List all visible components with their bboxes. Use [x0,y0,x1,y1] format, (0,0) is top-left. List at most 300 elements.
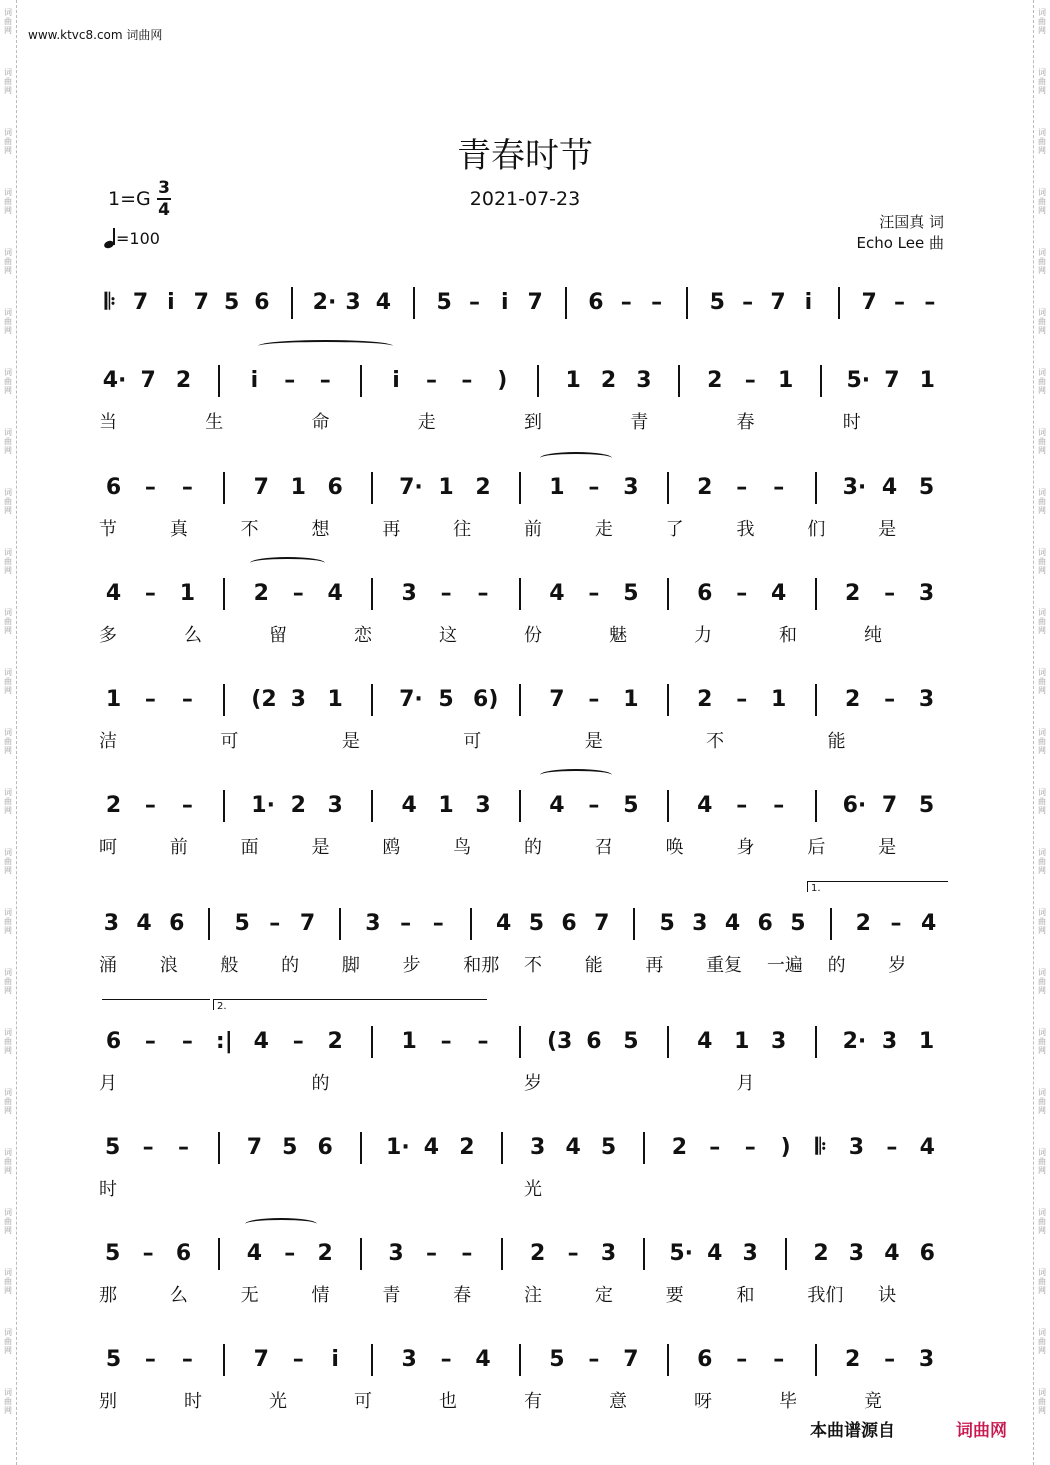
barline [830,908,832,940]
lyrics-row [95,621,955,645]
slur-arc [540,452,612,464]
lyric-word: 时 [99,1179,117,1200]
volta-bracket [213,999,487,1010]
side-watermark-text: 词 曲 网 [1038,548,1046,575]
note-token: 4 [253,1029,269,1054]
side-watermark-text: 词 曲 网 [1038,428,1046,455]
side-watermark-text: 词 曲 网 [4,1268,12,1295]
lyrics-row [95,1175,955,1199]
note-token: – [284,1241,296,1266]
note-token: 6 [919,1241,935,1266]
time-sig-bottom: 4 [158,200,170,220]
note-token: 1· [386,1135,410,1160]
note-token: 6 [169,911,185,936]
note-token: – [773,793,785,818]
lyric-word: 的 [281,955,300,976]
note-token: – [620,290,632,315]
notes-row [95,793,955,829]
note-token: 2 [175,368,192,393]
volta-bracket [807,881,948,892]
lyric-word: 时 [184,1391,202,1412]
barline [223,790,225,822]
note-token: 4 [549,581,565,606]
barline [815,790,817,822]
note-token: 7 [881,793,898,818]
barline [838,287,840,319]
side-watermark-text: 词 曲 网 [1038,1088,1046,1115]
lyric-word: 呀 [694,1391,712,1412]
side-watermark-text: 词 曲 网 [4,8,12,35]
lyric-word: 么 [184,625,202,646]
note-token: – [468,290,480,315]
note-token: 6 [327,475,343,500]
note-token: 5 [623,793,639,818]
note-token: 3 [327,793,343,818]
slur-arc [258,340,393,352]
note-token: – [736,475,748,500]
note-token: 6 [175,1241,192,1266]
note-token: 7 [594,911,610,936]
side-watermark-text: 词 曲 网 [4,1388,12,1415]
note-token: 5 [282,1135,298,1160]
barline [371,1344,373,1376]
lyric-word: 我 [736,519,755,540]
lyric-word: 也 [439,1391,457,1412]
note-token: 6) [473,687,499,712]
barline [371,1026,373,1058]
note-token: (2 [251,687,277,712]
note-token: – [886,1135,898,1160]
note-token: 3 [388,1241,404,1266]
note-token: – [736,581,748,606]
note-token: 2 [530,1241,546,1266]
note-token: 7 [253,475,269,500]
note-token: 4 [375,290,392,315]
side-watermark-text: 词 曲 网 [1038,8,1046,35]
barline [223,684,225,716]
note-token: 2 [327,1029,343,1054]
note-token: – [178,1135,190,1160]
lyric-word: 注 [524,1285,542,1306]
note-token: – [742,290,754,315]
barline [667,684,669,716]
note-token: – [773,1347,785,1372]
note-token: 5 [918,793,935,818]
side-watermark-text: 词 曲 网 [1038,968,1046,995]
note-token: 3 [692,911,708,936]
lyric-word: 那 [99,1285,117,1306]
note-token: 1 [549,475,565,500]
lyric-word: 鸥 [382,837,401,858]
barline [519,684,521,716]
lyric-word: 恋 [354,625,372,646]
note-token: 5 [438,687,454,712]
lyric-word: 我们 [807,1285,844,1306]
note-token: 5 [790,911,806,936]
note-token: – [181,1347,193,1372]
note-token: – [181,687,193,712]
side-watermark-text: 词 曲 网 [1038,848,1046,875]
side-watermark-text: 词 曲 网 [4,968,12,995]
note-token: – [144,1029,156,1054]
lyric-word: 魅 [609,625,627,646]
lyric-word: 当 [99,412,117,433]
lyric-word: 能 [827,731,846,752]
side-watermark-text: 词 曲 网 [4,908,12,935]
lyric-word: 和 [779,625,797,646]
side-watermark-text: 词 曲 网 [1038,488,1046,515]
site-label[interactable]: www.ktvc8.com 词曲网 [28,28,163,42]
note-token: 7 [299,911,316,936]
note-token: – [425,368,437,393]
note-token: 3 [771,1029,787,1054]
barline [537,365,539,397]
barline [678,365,680,397]
barline [519,1344,521,1376]
note-token: 5 [659,911,675,936]
barline [643,1238,645,1270]
note-token: 6 [254,290,270,315]
time-sig-top: 3 [158,178,170,198]
note-token: 1 [771,687,787,712]
lyric-word: 洁 [99,731,117,752]
lyrics-row [95,1281,955,1305]
note-token: – [400,911,412,936]
barline [501,1132,503,1164]
note-token: 2 [317,1241,333,1266]
lyricist-credit: 汪国真 词 [879,213,944,231]
note-token: 6 [561,911,577,936]
lyric-word: 呵 [99,837,117,858]
note-token: 4 [707,1241,723,1266]
side-watermark-text: 词 曲 网 [4,788,12,815]
note-token: 5 [623,581,639,606]
barline [218,1132,220,1164]
note-token: 5 [223,290,240,315]
side-watermark-text: 词 曲 网 [4,608,12,635]
note-token: – [884,581,896,606]
lyric-word: 一遍 [766,955,803,976]
lyric-word: 青 [382,1285,401,1306]
note-token: 2· [312,290,337,315]
side-watermark-text: 词 曲 网 [1038,1328,1046,1355]
barline [815,472,817,504]
lyrics-row [95,1069,955,1093]
lyric-word: 月 [736,1073,755,1094]
side-watermark-text: 词 曲 网 [1038,248,1046,275]
note-token: 1 [438,793,454,818]
note-token: 2 [105,793,122,818]
note-token: 7· [399,475,423,500]
note-token: 5· [846,368,871,393]
note-token: 1 [179,581,196,606]
note-token: 4· [102,368,127,393]
note-token: i [331,1347,339,1372]
note-token: 5 [600,1135,617,1160]
note-token: 7 [770,290,786,315]
note-token: 1 [734,1029,750,1054]
note-token: 4 [565,1135,581,1160]
note-token: – [651,290,663,315]
side-watermark-text: 词 曲 网 [1038,1148,1046,1175]
lyric-word: 和 [736,1285,755,1306]
barline [633,908,635,940]
lyric-word: 不 [706,731,725,752]
barline [519,1026,521,1058]
note-token: – [773,475,785,500]
side-watermark-text: 词 曲 网 [4,1208,12,1235]
note-token: 1 [438,475,454,500]
lyric-word: 春 [453,1285,472,1306]
note-token: 4 [724,911,741,936]
lyric-word: 别 [99,1391,117,1412]
note-token: (3 [546,1029,573,1054]
lyric-word: 青 [630,412,649,433]
lyric-word: 鸟 [453,837,472,858]
note-token: 6 [697,1347,713,1372]
lyric-word: 多 [99,625,117,646]
note-token: – [181,475,193,500]
lyric-word: 是 [341,731,360,752]
barline [815,578,817,610]
barline [360,365,362,397]
note-token: :| [215,1029,233,1054]
note-token: – [893,290,905,315]
note-token: 7 [549,687,565,712]
lyric-word: 脚 [341,955,360,976]
note-token: 4 [919,1135,935,1160]
note-token: 3 [742,1241,758,1266]
lyric-word: 不 [524,955,542,976]
side-watermark-text: 词 曲 网 [4,1148,12,1175]
note-token: – [884,1347,896,1372]
note-token: i [804,290,813,315]
lyric-word: 光 [524,1179,542,1200]
note-token: 6 [317,1135,333,1160]
side-watermark-text: 词 曲 网 [1038,128,1046,155]
lyric-word: 往 [453,519,472,540]
note-token: 2 [855,911,871,936]
note-token: – [588,793,600,818]
note-token: 3 [848,1241,865,1266]
brand-link[interactable]: 词曲网 [956,1421,1007,1441]
barline [218,365,220,397]
note-token: 5 [105,1347,122,1372]
note-token: – [284,368,296,393]
note-token: 3 [475,793,491,818]
note-token: – [744,1135,756,1160]
note-token: 6 [588,290,604,315]
note-token: 7 [246,1135,263,1160]
side-watermark-text: 词 曲 网 [1038,668,1046,695]
note-token: 3 [365,911,381,936]
note-token: – [736,793,748,818]
note-token: – [181,1029,193,1054]
side-watermark-text: 词 曲 网 [4,368,12,395]
side-watermark-text: 词 曲 网 [4,428,12,455]
note-token: – [588,1347,600,1372]
barline [371,684,373,716]
lyrics-row [95,1387,955,1411]
barline [371,472,373,504]
time-signature [157,178,171,220]
lyric-word: 定 [594,1285,613,1306]
side-watermark-text: 词 曲 网 [4,68,12,95]
barline [223,578,225,610]
lyric-word: 留 [269,625,287,646]
note-token: – [588,581,600,606]
note-token: ) [497,368,508,393]
side-watermark-text: 词 曲 网 [1038,308,1046,335]
notes-row [95,581,955,617]
side-watermark-text: 词 曲 网 [1038,368,1046,395]
note-token: – [440,1347,452,1372]
barline [820,365,822,397]
notes-row [95,1135,955,1171]
note-token: – [292,1029,304,1054]
barline [208,908,210,940]
note-token: – [440,1029,452,1054]
note-token: 2 [697,475,713,500]
notes-row [95,1241,955,1277]
lyric-word: 时 [842,412,861,433]
lyric-word: 无 [240,1285,259,1306]
lyric-word: 的 [311,1073,330,1094]
credits [857,212,945,254]
lyric-word: 是 [878,837,897,858]
lyric-word: 涌 [99,955,117,976]
quarter-note-icon [104,228,116,248]
note-token: – [425,1241,437,1266]
note-token: 3 [848,1135,865,1160]
note-token: 3 [881,1029,898,1054]
note-token: 1 [290,475,306,500]
lyric-word: 般 [220,955,239,976]
note-token: – [744,368,756,393]
barline [360,1132,362,1164]
barline [218,1238,220,1270]
lyrics-row [95,951,955,975]
lyric-word: 和那 [463,955,500,976]
note-token: 5 [105,1241,121,1266]
lyric-word: 力 [694,625,712,646]
note-token: 3 [290,687,306,712]
note-token: 2 [707,368,723,393]
note-token: – [440,581,452,606]
note-token: – [292,581,304,606]
note-token: – [890,911,902,936]
note-token: 1 [565,368,581,393]
side-watermark-text: 词 曲 网 [4,248,12,275]
lyric-word: 份 [524,625,542,646]
source-label: 本曲谱源自 [810,1421,895,1441]
barline [667,1344,669,1376]
note-token: 3 [918,1347,935,1372]
lyric-word: 是 [584,731,603,752]
lyric-word: 岁 [524,1073,542,1094]
barline [413,287,415,319]
note-token: 2 [844,687,861,712]
note-token: 2 [475,475,491,500]
lyric-word: 月 [99,1073,117,1094]
lyric-word: 步 [402,955,421,976]
note-token: 4 [423,1135,440,1160]
barline [371,790,373,822]
tempo-marking [104,228,160,248]
barline [519,790,521,822]
note-token: 5 [105,1135,121,1160]
note-token: i [392,368,400,393]
note-token: 3 [103,911,119,936]
lyric-word: 节 [99,519,117,540]
lyric-word: 前 [524,519,542,540]
note-token: 1 [918,1029,935,1054]
note-token: – [269,911,281,936]
slur-arc [245,1218,317,1230]
lyric-word: 光 [269,1391,287,1412]
note-token: 3· [842,475,867,500]
barline [223,1344,225,1376]
lyric-word: 么 [169,1285,188,1306]
barline [667,578,669,610]
lyric-word: 纯 [864,625,882,646]
song-title: 青春时节 [457,136,593,176]
note-token: 6· [842,793,867,818]
lyric-word: 召 [594,837,613,858]
note-token: – [144,687,156,712]
notes-row [95,368,955,404]
lyrics-row [95,727,955,751]
note-token: 3 [918,687,935,712]
note-token: – [567,1241,579,1266]
barline [291,287,293,319]
note-token: – [319,368,331,393]
note-token: 3 [401,1347,417,1372]
note-token: 4 [401,793,417,818]
note-token: 6 [697,581,713,606]
note-token: 4 [327,581,343,606]
note-token: 4 [246,1241,263,1266]
note-token: – [884,687,896,712]
lyric-word: 再 [382,519,401,540]
lyric-word: 再 [645,955,664,976]
note-token: 2 [671,1135,688,1160]
lyric-word: 的 [524,837,542,858]
note-token: – [588,475,600,500]
lyric-word: 想 [311,519,330,540]
barline [667,790,669,822]
note-token: 1 [327,687,343,712]
barline [360,1238,362,1270]
lyric-word: 后 [807,837,826,858]
note-token: – [588,687,600,712]
notes-row [95,911,955,947]
note-token: – [736,687,748,712]
side-watermark-text: 词 曲 网 [4,128,12,155]
note-token: 2 [253,581,269,606]
note-token: 4 [697,1029,713,1054]
note-token: 2 [459,1135,475,1160]
lyric-word: 意 [609,1391,627,1412]
note-token: 3 [636,368,652,393]
note-token: – [709,1135,721,1160]
side-watermark-text: 词 曲 网 [4,548,12,575]
lyric-word: 毕 [779,1391,797,1412]
note-token: 4 [920,911,937,936]
note-token: 4 [771,581,787,606]
note-token: 4 [549,793,565,818]
note-token: 1 [105,687,122,712]
